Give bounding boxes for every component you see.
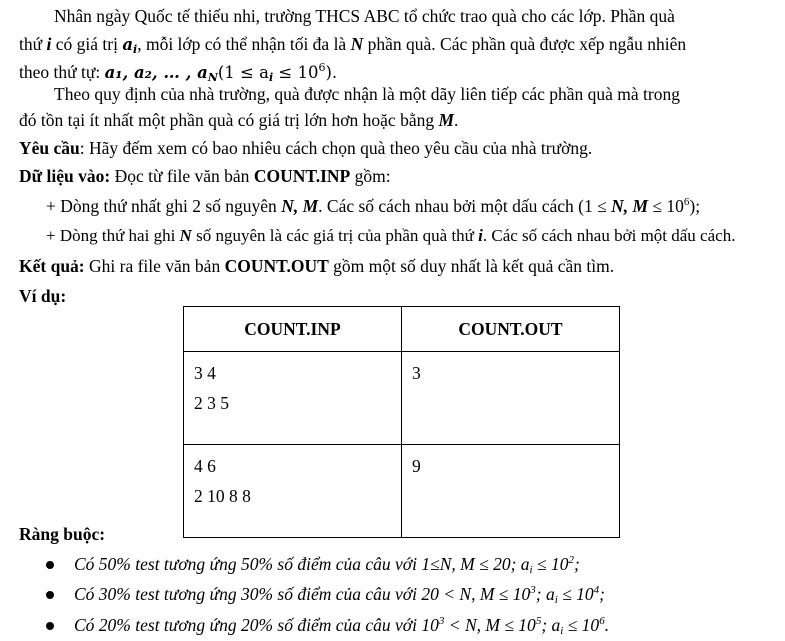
var-i: i [478,226,483,245]
sequence-condition: $(1 \le a_i \le 10^6)$. [217,61,338,84]
input-spec-line-2 [46,222,735,250]
example-table [183,306,620,538]
var-i: i [46,34,52,54]
intro-text: Theo quy định của nhà trường, quà được nhận là một dãy liên tiếp các phần quà mà trong [54,84,680,104]
var-ai: $a_i$ [122,35,138,56]
input-text: . Các số cách nhau bởi một dấu cách (1 ≤ [318,196,612,216]
table-header-row [184,307,620,352]
out-line: 9 [412,456,421,476]
constraint-item-2: Có 30% test tương ứng 30% số điểm của câu với 20 < N, $M \le 10^3$; $a_i \le 10^4$; [74,584,605,606]
intro-line-1 [54,2,675,30]
inp-line: 2 3 5 [194,393,229,413]
bullet-icon [46,622,54,630]
sequence: a₁, a₂, … , $a_N$ [104,63,218,84]
var-N: N [350,34,364,54]
input-text: Đọc từ file văn bản [110,166,254,186]
input-label: Dữ liệu vào: [19,166,111,186]
table-row [184,352,620,445]
intro-text: thứ [19,34,47,54]
intro-line-2 [19,30,686,59]
intro-line-4 [54,80,680,108]
header-count-inp: COUNT.INP [184,307,402,352]
inp-cell [184,352,402,445]
output-label: Kết quả: [19,256,85,276]
intro-text: có giá trị [51,34,123,54]
inp-cell [184,445,402,538]
exponent: 6 [683,196,690,208]
input-file: COUNT.INP [253,166,351,186]
var-NM: N, M [611,196,649,216]
intro-text: , mỗi lớp có thể nhận tối đa là [137,34,351,54]
bullet-icon [46,591,54,599]
input-text: + Dòng thứ hai ghi [46,226,180,245]
input-text: ≤ 10 [648,196,684,216]
bullet-icon [46,561,54,569]
output-text: gồm một số duy nhất là kết quả cần tìm. [328,256,615,276]
intro-text: theo thứ tự: [19,62,105,82]
constraints-label: Ràng buộc: [19,524,106,544]
var-N: N [179,226,192,245]
intro-text: đó tồn tại ít nhất một phần quà có giá trị lớn hơn hoặc bằng [19,110,439,130]
input-text: ); [689,196,701,216]
header-count-out: COUNT.OUT [402,307,620,352]
output-file: COUNT.OUT [224,256,329,276]
intro-line-5 [19,106,458,134]
output-text: Ghi ra file văn bản [84,256,225,276]
inp-line: 3 4 [194,363,216,383]
input-text: + Dòng thứ nhất ghi 2 số nguyên [46,196,282,216]
input-text: . Các số cách nhau bởi một dấu cách. [482,226,736,245]
intro-text: phần quà. Các phần quà được xếp ngẫu nhiên [363,34,687,54]
constraint-item-1: Có 50% test tương ứng 50% số điểm của câu với 1≤N, M ≤ 20; $a_i \le 10^2$; [74,554,580,576]
table-row [184,445,620,538]
var-NM: N, M [281,196,319,216]
constraint-item-3: Có 20% test tương ứng 20% số điểm của câu với $10^3 < N$, $M \le 10^5$; $a_i \le 10^6$. [74,615,610,637]
out-cell [402,445,620,538]
output-line [19,252,614,280]
intro-text: . [454,110,459,130]
input-text: số nguyên là các giá trị của phần quà thứ [191,226,479,245]
input-text: gồm: [350,166,391,186]
requirement-label: Yêu cầu [19,138,80,158]
out-cell [402,352,620,445]
requirement-line [19,134,592,162]
var-M: M [438,110,455,130]
input-line [19,162,391,190]
out-line: 3 [412,363,421,383]
intro-text: Nhân ngày Quốc tế thiếu nhi, trường THCS ABC tổ chức trao quà cho các lớp. Phần quà [54,6,675,26]
example-label: Ví dụ: [19,286,67,306]
inp-line: 4 6 [194,456,216,476]
requirement-text: : Hãy đếm xem có bao nhiêu cách chọn quà theo yêu cầu của nhà trường. [79,138,593,158]
input-spec-line-1 [46,192,700,220]
inp-line: 2 10 8 8 [194,486,251,506]
